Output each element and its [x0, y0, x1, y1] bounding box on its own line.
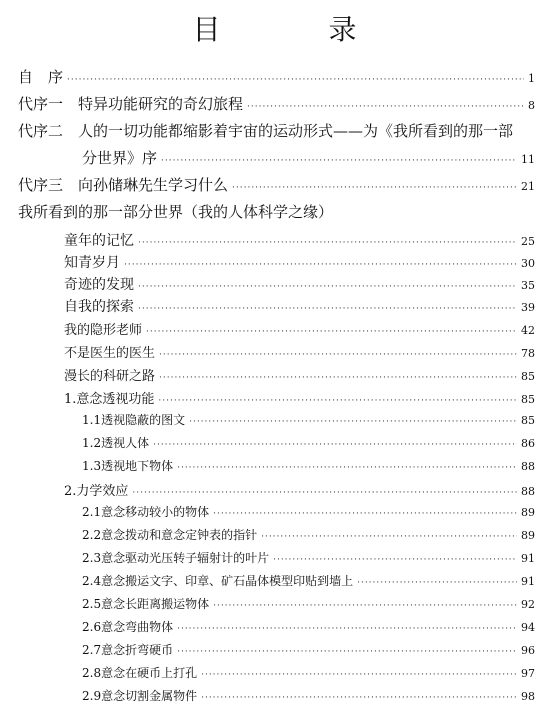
- dot-leader: [177, 624, 517, 634]
- dot-leader: [213, 509, 517, 519]
- toc-entry[interactable]: [64, 388, 535, 407]
- dot-leader: [261, 532, 517, 542]
- dot-leader: [67, 75, 524, 85]
- toc-entry-continuation[interactable]: [82, 147, 535, 168]
- dot-leader: [153, 440, 517, 450]
- toc-entry-page: 88: [521, 485, 535, 498]
- toc-entry-label: 我的隐形老师: [64, 323, 143, 338]
- toc-entry[interactable]: [64, 342, 535, 361]
- toc-entry[interactable]: [18, 120, 535, 141]
- dot-leader: [201, 670, 517, 680]
- toc-entry-label: 2.9意念切割金属物件: [82, 689, 198, 703]
- dot-leader: [124, 260, 517, 270]
- dot-leader: [138, 282, 517, 292]
- toc-entry-label: 奇迹的发现: [64, 277, 134, 293]
- toc-entry-page: 89: [521, 506, 535, 519]
- toc-entry-label: 2.3意念驱动光压转子辐射计的叶片: [82, 551, 270, 565]
- toc-entry-page: 1: [528, 72, 535, 85]
- toc-entry-label: 代序一 特异功能研究的奇幻旅程: [18, 95, 244, 113]
- toc-entry[interactable]: [64, 319, 535, 338]
- toc-entry-page: 30: [521, 257, 535, 270]
- toc-entry-page: 96: [521, 644, 535, 657]
- toc-entry[interactable]: [64, 296, 535, 316]
- toc-entry-label: 2.2意念拨动和意念定钟表的指针: [82, 528, 258, 542]
- toc-entry-page: 11: [521, 153, 535, 166]
- toc-entry-label: 分世界》序: [82, 149, 158, 167]
- toc-entry[interactable]: [82, 411, 535, 428]
- dot-leader: [138, 238, 517, 248]
- toc-entry-page: 85: [521, 393, 535, 406]
- toc-entry[interactable]: [82, 572, 535, 589]
- toc-entry-page: 92: [521, 598, 535, 611]
- toc-entry-page: 91: [521, 552, 535, 565]
- toc-section-heading[interactable]: [18, 201, 535, 222]
- dot-leader: [189, 417, 517, 427]
- toc-entry-label: 2.7意念折弯硬币: [82, 643, 174, 657]
- toc-entry-label: 2.6意念弯曲物体: [82, 620, 174, 634]
- toc-entry-page: 35: [521, 279, 535, 292]
- toc-entry-label: 知青岁月: [64, 255, 120, 271]
- toc-entry-page: 39: [521, 301, 535, 314]
- dot-leader: [132, 488, 517, 498]
- toc-entry-label: 2.5意念长距离搬运物体: [82, 597, 210, 611]
- dot-leader: [177, 463, 517, 473]
- toc-entry-label: 2.1意念移动较小的物体: [82, 505, 210, 519]
- toc-entry-page: 97: [521, 667, 535, 680]
- toc-entry-label: 自 序: [18, 68, 64, 86]
- dot-leader: [159, 350, 517, 360]
- dot-leader: [158, 396, 517, 406]
- toc-entry-page: 89: [521, 529, 535, 542]
- toc-entry-label: 不是医生的医生: [64, 346, 156, 361]
- toc-entry-page: 85: [521, 414, 535, 427]
- toc-entry[interactable]: [82, 503, 535, 520]
- toc-entry-label: 我所看到的那一部分世界（我的人体科学之缘）: [18, 203, 334, 221]
- toc-entry-label: 童年的记忆: [64, 233, 134, 249]
- toc-entry[interactable]: [82, 687, 535, 704]
- toc-entry-label: 代序三 向孙储琳先生学习什么: [18, 176, 229, 194]
- toc-entry-page: 86: [521, 437, 535, 450]
- dot-leader: [177, 647, 517, 657]
- toc-entry[interactable]: [82, 641, 535, 658]
- toc-entry-page: 21: [521, 180, 535, 193]
- toc-entry[interactable]: [82, 457, 535, 474]
- toc-entry-label: 代序二 人的一切功能都缩影着宇宙的运动形式——为《我所看到的那一部: [18, 122, 514, 140]
- dot-leader: [138, 304, 517, 314]
- toc-entry-label: 1.3透视地下物体: [82, 459, 174, 473]
- toc-entry-label: 2.4意念搬运文字、印章、矿石晶体模型印贴到墙上: [82, 574, 354, 588]
- toc-entry[interactable]: [82, 664, 535, 681]
- toc-entry[interactable]: [82, 618, 535, 635]
- page-title: 目 录: [192, 13, 397, 46]
- toc-entry[interactable]: [64, 252, 535, 272]
- toc-entry-page: 88: [521, 460, 535, 473]
- toc-entry-page: 25: [521, 235, 535, 248]
- dot-leader: [146, 327, 517, 337]
- toc-entry[interactable]: [18, 93, 535, 114]
- toc-entry[interactable]: [82, 549, 535, 566]
- toc-entry-page: 78: [521, 347, 535, 360]
- dot-leader: [159, 373, 517, 383]
- toc-entry-page: 91: [521, 575, 535, 588]
- toc-entry[interactable]: [18, 174, 535, 195]
- toc-entry-label: 1.1透视隐蔽的图文: [82, 413, 186, 427]
- toc-entry-label: 1.意念透视功能: [64, 392, 155, 407]
- toc-entry[interactable]: [18, 66, 535, 87]
- dot-leader: [247, 102, 524, 112]
- toc-entry[interactable]: [82, 434, 535, 451]
- toc-entry-page: 85: [521, 370, 535, 383]
- dot-leader: [232, 183, 517, 193]
- toc-entry-label: 2.力学效应: [64, 484, 129, 499]
- toc-entry[interactable]: [64, 480, 535, 499]
- toc-entry[interactable]: [82, 595, 535, 612]
- toc-entry-page: 98: [521, 690, 535, 703]
- toc-entry-label: 2.8意念在硬币上打孔: [82, 666, 198, 680]
- toc-entry-label: 自我的探索: [64, 299, 134, 315]
- dot-leader: [201, 693, 517, 703]
- toc-entry[interactable]: [64, 274, 535, 294]
- toc-entry[interactable]: [82, 526, 535, 543]
- toc-entry-page: 94: [521, 621, 535, 634]
- toc-entry-page: 42: [521, 324, 535, 337]
- dot-leader: [273, 555, 517, 565]
- toc-entry-label: 1.2透视人体: [82, 436, 150, 450]
- toc-entry[interactable]: [64, 230, 535, 250]
- toc-entry-page: 8: [528, 99, 535, 112]
- dot-leader: [213, 601, 517, 611]
- dot-leader: [357, 578, 517, 588]
- dot-leader: [161, 156, 517, 166]
- toc-entry[interactable]: [64, 365, 535, 384]
- toc-entry-label: 漫长的科研之路: [64, 369, 156, 384]
